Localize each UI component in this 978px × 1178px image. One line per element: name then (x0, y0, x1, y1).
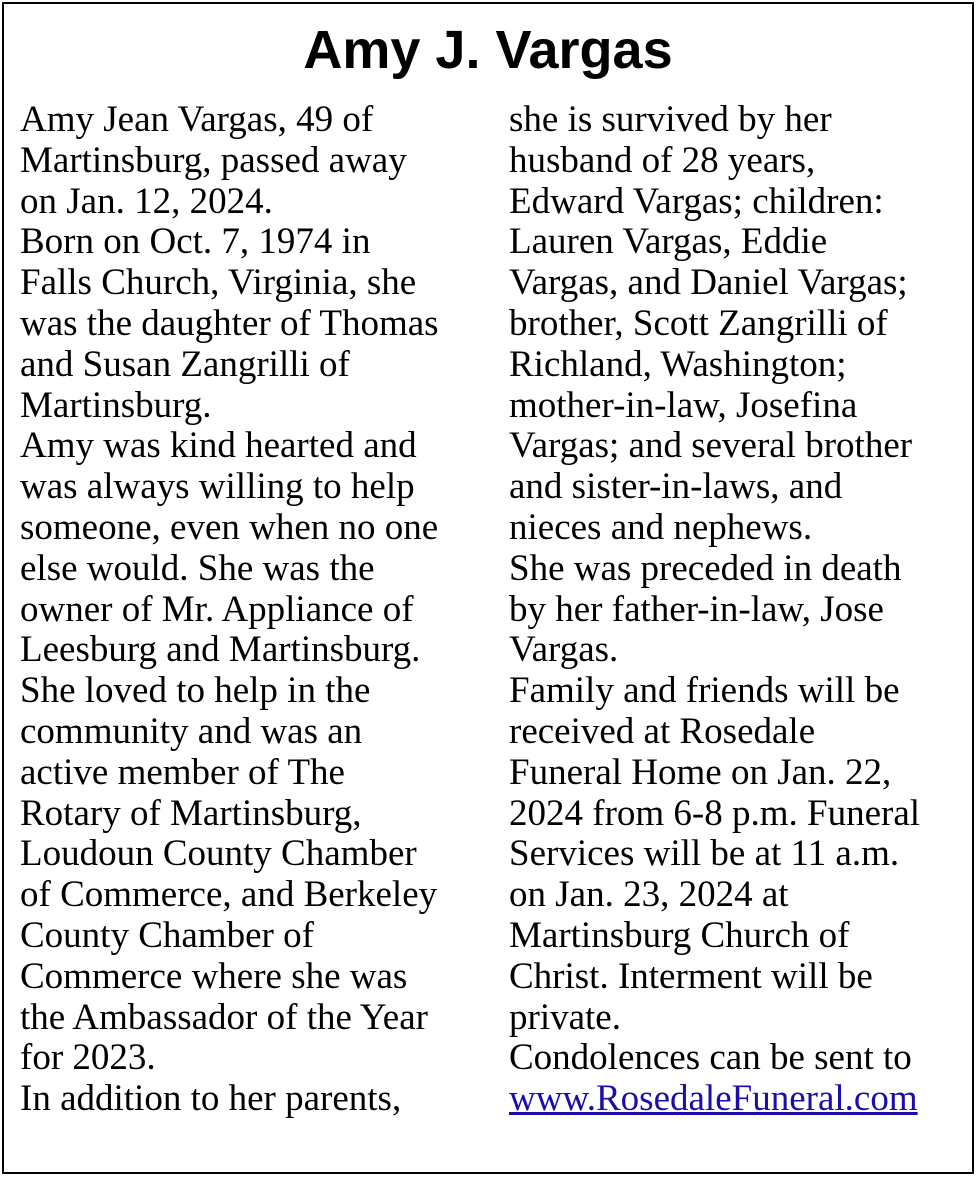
text-line: Born on Oct. 7, 1974 in (20, 221, 371, 263)
text-line: brother, Scott Zangrilli of (509, 302, 888, 344)
text-line: private. (509, 996, 621, 1038)
text-line: Family and friends will be (509, 670, 900, 712)
text-line: someone, even when no one (20, 506, 439, 548)
text-line: Vargas; and several brother (509, 425, 913, 467)
text-line: Condolences can be sent to (509, 1037, 912, 1079)
text-line: on Jan. 23, 2024 at (509, 874, 789, 916)
text-line: Falls Church, Virginia, she (20, 262, 417, 304)
text-line: She was preceded in death (509, 547, 902, 589)
text-line: Vargas, and Daniel Vargas; (509, 262, 908, 304)
text-line: Christ. Interment will be (509, 955, 873, 997)
text-line: In addition to her parents, (20, 1078, 402, 1120)
funeral-home-link[interactable]: www.RosedaleFuneral.com (509, 1078, 918, 1120)
text-line: Lauren Vargas, Eddie (509, 221, 828, 263)
text-line: on Jan. 12, 2024. (20, 180, 273, 222)
text-line: and sister-in-laws, and (509, 466, 843, 508)
text-line: owner of Mr. Appliance of (20, 588, 414, 630)
text-line: the Ambassador of the Year (20, 996, 428, 1038)
text-line: Amy was kind hearted and (20, 425, 417, 467)
text-line: received at Rosedale (509, 710, 816, 752)
text-line: was the daughter of Thomas (20, 302, 439, 344)
text-line: mother-in-law, Josefina (509, 384, 858, 426)
text-line: for 2023. (20, 1037, 156, 1079)
text-line: Martinsburg Church of (509, 914, 850, 956)
text-line: Amy Jean Vargas, 49 of (20, 99, 374, 140)
text-line: by her father-in-law, Jose (509, 588, 884, 630)
left-column (20, 100, 490, 1120)
right-column (509, 100, 969, 1120)
text-line: Commerce where she was (20, 955, 408, 997)
text-line: Martinsburg. (20, 384, 212, 426)
text-line: Richland, Washington; (509, 343, 847, 385)
text-line: Services will be at 11 a.m. (509, 833, 900, 875)
text-line: Rotary of Martinsburg, (20, 792, 362, 834)
text-line: of Commerce, and Berkeley (20, 874, 438, 916)
text-line: Vargas. (509, 629, 619, 671)
text-line: husband of 28 years, (509, 139, 816, 181)
text-line: Leesburg and Martinsburg. (20, 629, 421, 671)
obituary-title: Amy J. Vargas (303, 20, 673, 80)
text-line: and Susan Zangrilli of (20, 343, 350, 385)
text-line: Loudoun County Chamber (20, 833, 417, 875)
text-line: Funeral Home on Jan. 22, (509, 751, 892, 793)
text-line: County Chamber of (20, 914, 314, 956)
text-line: 2024 from 6-8 p.m. Funeral (509, 792, 921, 834)
text-line: was always willing to help (20, 466, 415, 508)
text-line: active member of The (20, 751, 345, 793)
text-line: Martinsburg, passed away (20, 139, 407, 181)
funeral-home-link-line (509, 1079, 969, 1120)
text-line: else would. She was the (20, 547, 375, 589)
text-line: She loved to help in the (20, 670, 371, 712)
text-line: Edward Vargas; children: (509, 180, 884, 222)
obituary-frame (2, 2, 974, 1174)
text-line: nieces and nephews. (509, 506, 813, 548)
text-line: she is survived by her (509, 99, 832, 140)
text-line: community and was an (20, 710, 363, 752)
